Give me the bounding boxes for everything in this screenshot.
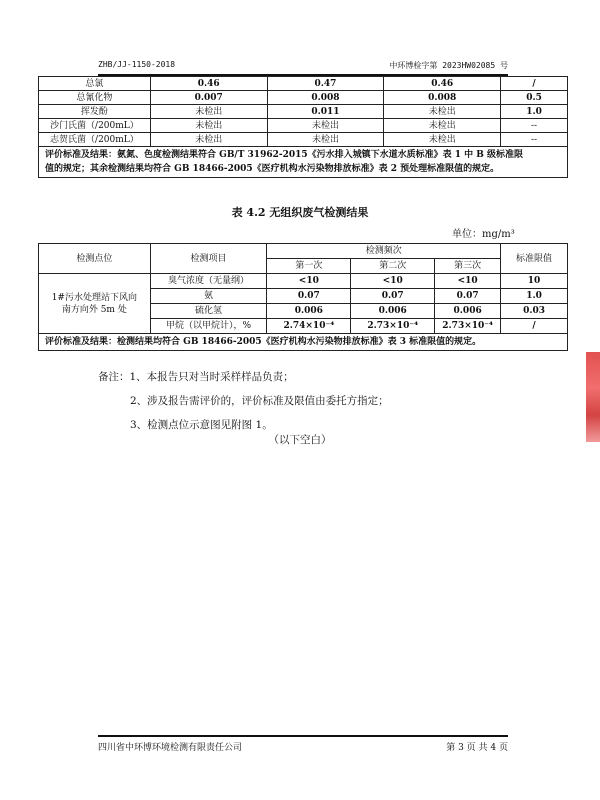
item-cell: 总氰化物 — [39, 91, 151, 105]
limit-cell: 1.0 — [501, 289, 568, 304]
value-cell: 未检出 — [267, 133, 384, 147]
item-cell: 甲烷（以甲烷计），% — [150, 319, 267, 334]
limit-cell: -- — [501, 119, 568, 133]
value-cell: 0.07 — [267, 289, 351, 304]
company-name: 四川省中环博环境检测有限责任公司 — [98, 743, 243, 753]
limit-cell: / — [501, 77, 568, 91]
evaluation-row — [39, 147, 568, 178]
header-item: 检测项目 — [150, 244, 267, 274]
note-line: 2、涉及报告需评价的，评价标准及限值由委托方指定； — [130, 395, 389, 407]
value-cell: 未检出 — [267, 119, 384, 133]
header-first: 第一次 — [267, 259, 351, 274]
report-number: 中环博检字第 2023HW02085 号 — [389, 61, 508, 70]
value-cell: 未检出 — [384, 133, 501, 147]
value-cell: 0.07 — [351, 289, 435, 304]
value-cell: 2.73×10⁻⁴ — [435, 319, 501, 334]
item-cell: 臭气浓度（无量纲） — [150, 274, 267, 289]
value-cell: 0.006 — [267, 304, 351, 319]
note-line: 备注：1、本报告只对当时采样样品负责； — [98, 371, 294, 383]
table-row — [39, 119, 568, 133]
limit-cell: 0.03 — [501, 304, 568, 319]
blank-marker: （以下空白） — [268, 434, 332, 446]
value-cell: 未检出 — [150, 119, 267, 133]
item-cell: 总氯 — [39, 77, 151, 91]
value-cell: 0.008 — [384, 91, 501, 105]
header-row — [39, 244, 568, 259]
evaluation-row — [39, 334, 568, 351]
item-cell: 志贺氏菌（/200mL） — [39, 133, 151, 147]
limit-cell: 1.0 — [501, 105, 568, 119]
value-cell: 0.008 — [267, 91, 384, 105]
header-third: 第三次 — [435, 259, 501, 274]
point-line: 1#污水处理站下风向 — [51, 292, 137, 303]
evaluation-line: 值的规定；其余检测结果均符合 GB 18466-2005《医疗机构水污染物排放标准》表 2 预处理标准限值的规定。 — [45, 164, 500, 174]
table-row — [39, 133, 568, 147]
evaluation-line: 评价标准及结果：氨氮、色度检测结果符合 GB/T 31962-2015《污水排入城镇下水道水质标准》表 1 中 B 级标准限 — [45, 150, 524, 160]
value-cell: 未检出 — [150, 105, 267, 119]
limit-cell: / — [501, 319, 568, 334]
notes — [98, 365, 389, 437]
item-cell: 沙门氏菌（/200mL） — [39, 119, 151, 133]
header-point: 检测点位 — [39, 244, 151, 274]
report-code: ZHB/JJ-1150-2018 — [98, 60, 176, 69]
value-cell: <10 — [267, 274, 351, 289]
header-limit: 标准限值 — [501, 244, 568, 274]
table-row — [39, 77, 568, 91]
item-cell: 硫化氢 — [150, 304, 267, 319]
table-row — [39, 91, 568, 105]
note-line: 3、检测点位示意图见附图 1。 — [130, 419, 273, 431]
point-line: 南方向外 5m 处 — [61, 304, 127, 315]
value-cell: 2.74×10⁻⁴ — [267, 319, 351, 334]
evaluation-text: 评价标准及结果：检测结果均符合 GB 18466-2005《医疗机构水污染物排放标准》表 3 标准限值的规定。 — [39, 334, 568, 351]
unit-label: 单位：mg/m³ — [452, 229, 515, 240]
item-cell: 氨 — [150, 289, 267, 304]
limit-cell: -- — [501, 133, 568, 147]
value-cell: 未检出 — [384, 105, 501, 119]
value-cell: 0.006 — [351, 304, 435, 319]
value-cell: 0.46 — [150, 77, 267, 91]
gas-results-table — [38, 243, 568, 351]
table-row — [39, 105, 568, 119]
value-cell: 0.011 — [267, 105, 384, 119]
value-cell: 0.07 — [435, 289, 501, 304]
limit-cell: 10 — [501, 274, 568, 289]
value-cell: 2.73×10⁻⁴ — [351, 319, 435, 334]
header-frequency: 检测频次 — [267, 244, 501, 259]
value-cell: <10 — [435, 274, 501, 289]
header-second: 第二次 — [351, 259, 435, 274]
value-cell: 未检出 — [150, 133, 267, 147]
footer-rule — [98, 735, 508, 737]
value-cell: 0.006 — [435, 304, 501, 319]
table-title: 表 4.2 无组织废气检测结果 — [231, 206, 369, 219]
evaluation-text — [39, 147, 568, 178]
value-cell: 0.47 — [267, 77, 384, 91]
table-row — [39, 274, 568, 289]
value-cell: <10 — [351, 274, 435, 289]
point-cell — [39, 274, 151, 334]
limit-cell: 0.5 — [501, 91, 568, 105]
item-cell: 挥发酚 — [39, 105, 151, 119]
water-results-table — [38, 76, 568, 178]
value-cell: 未检出 — [384, 119, 501, 133]
value-cell: 0.007 — [150, 91, 267, 105]
seal-stamp — [586, 352, 600, 442]
value-cell: 0.46 — [384, 77, 501, 91]
page-number: 第 3 页 共 4 页 — [446, 743, 508, 753]
